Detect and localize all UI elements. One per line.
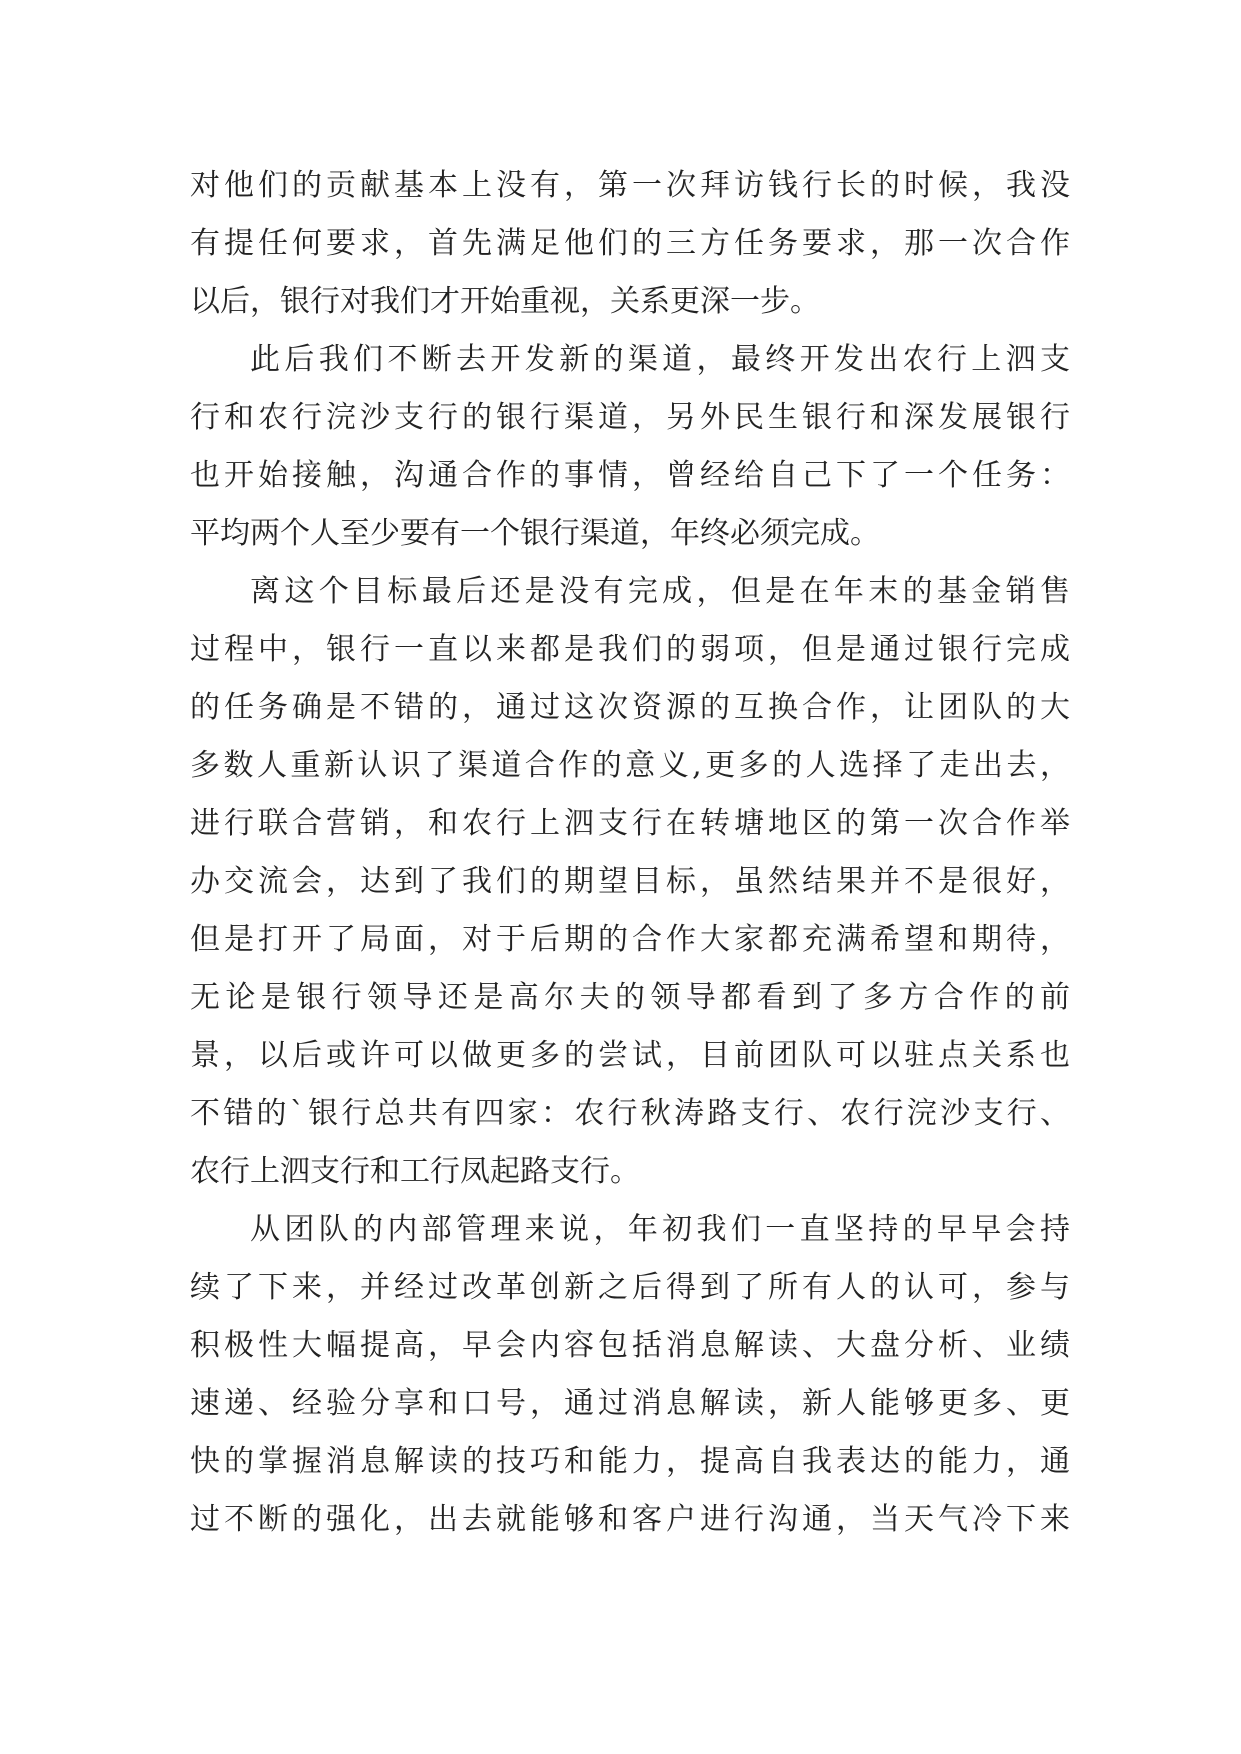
text-line: 农行上泗支行和工行凤起路支行。 [190,1154,640,1189]
text-line: 平均两个人至少要有一个银行渠道，年终必须完成。 [190,516,880,551]
text-line: 以后，银行对我们才开始重视，关系更深一步。 [190,284,820,319]
text-line: 不错的`银行总共有四家：农行秋涛路支行、农行浣沙支行、 [190,1096,1070,1131]
text-line: 的任务确是不错的，通过这次资源的互换合作，让团队的大 [190,690,1070,725]
text-line: 过不断的强化，出去就能够和客户进行沟通，当天气冷下来 [190,1502,1070,1537]
text-line: 积极性大幅提高，早会内容包括消息解读、大盘分析、业绩 [190,1328,1070,1363]
text-line: 对他们的贡献基本上没有，第一次拜访钱行长的时候，我没 [190,168,1070,203]
paragraph-first-line: 从团队的内部管理来说，年初我们一直坚持的早早会持 [250,1212,1070,1247]
paragraph-first-line: 此后我们不断去开发新的渠道，最终开发出农行上泗支 [250,342,1070,377]
text-line: 景，以后或许可以做更多的尝试，目前团队可以驻点关系也 [190,1038,1070,1073]
text-line: 行和农行浣沙支行的银行渠道，另外民生银行和深发展银行 [190,400,1070,435]
text-line: 无论是银行领导还是高尔夫的领导都看到了多方合作的前 [190,980,1070,1015]
text-line: 速递、经验分享和口号，通过消息解读，新人能够更多、更 [190,1386,1070,1421]
text-line: 快的掌握消息解读的技巧和能力，提高自我表达的能力，通 [190,1444,1070,1479]
body-text [190,157,1070,1549]
text-line: 过程中，银行一直以来都是我们的弱项，但是通过银行完成 [190,632,1070,667]
text-line: 也开始接触，沟通合作的事情，曾经给自己下了一个任务： [190,458,1070,493]
text-line: 办交流会，达到了我们的期望目标，虽然结果并不是很好， [190,864,1070,899]
paragraph-first-line: 离这个目标最后还是没有完成，但是在年末的基金销售 [250,574,1070,609]
text-line: 有提任何要求，首先满足他们的三方任务要求，那一次合作 [190,226,1070,261]
text-line: 进行联合营销，和农行上泗支行在转塘地区的第一次合作举 [190,806,1070,841]
text-line: 续了下来，并经过改革创新之后得到了所有人的认可，参与 [190,1270,1070,1305]
text-line: 但是打开了局面，对于后期的合作大家都充满希望和期待， [190,922,1070,957]
text-line: 多数人重新认识了渠道合作的意义,更多的人选择了走出去， [190,748,1070,783]
